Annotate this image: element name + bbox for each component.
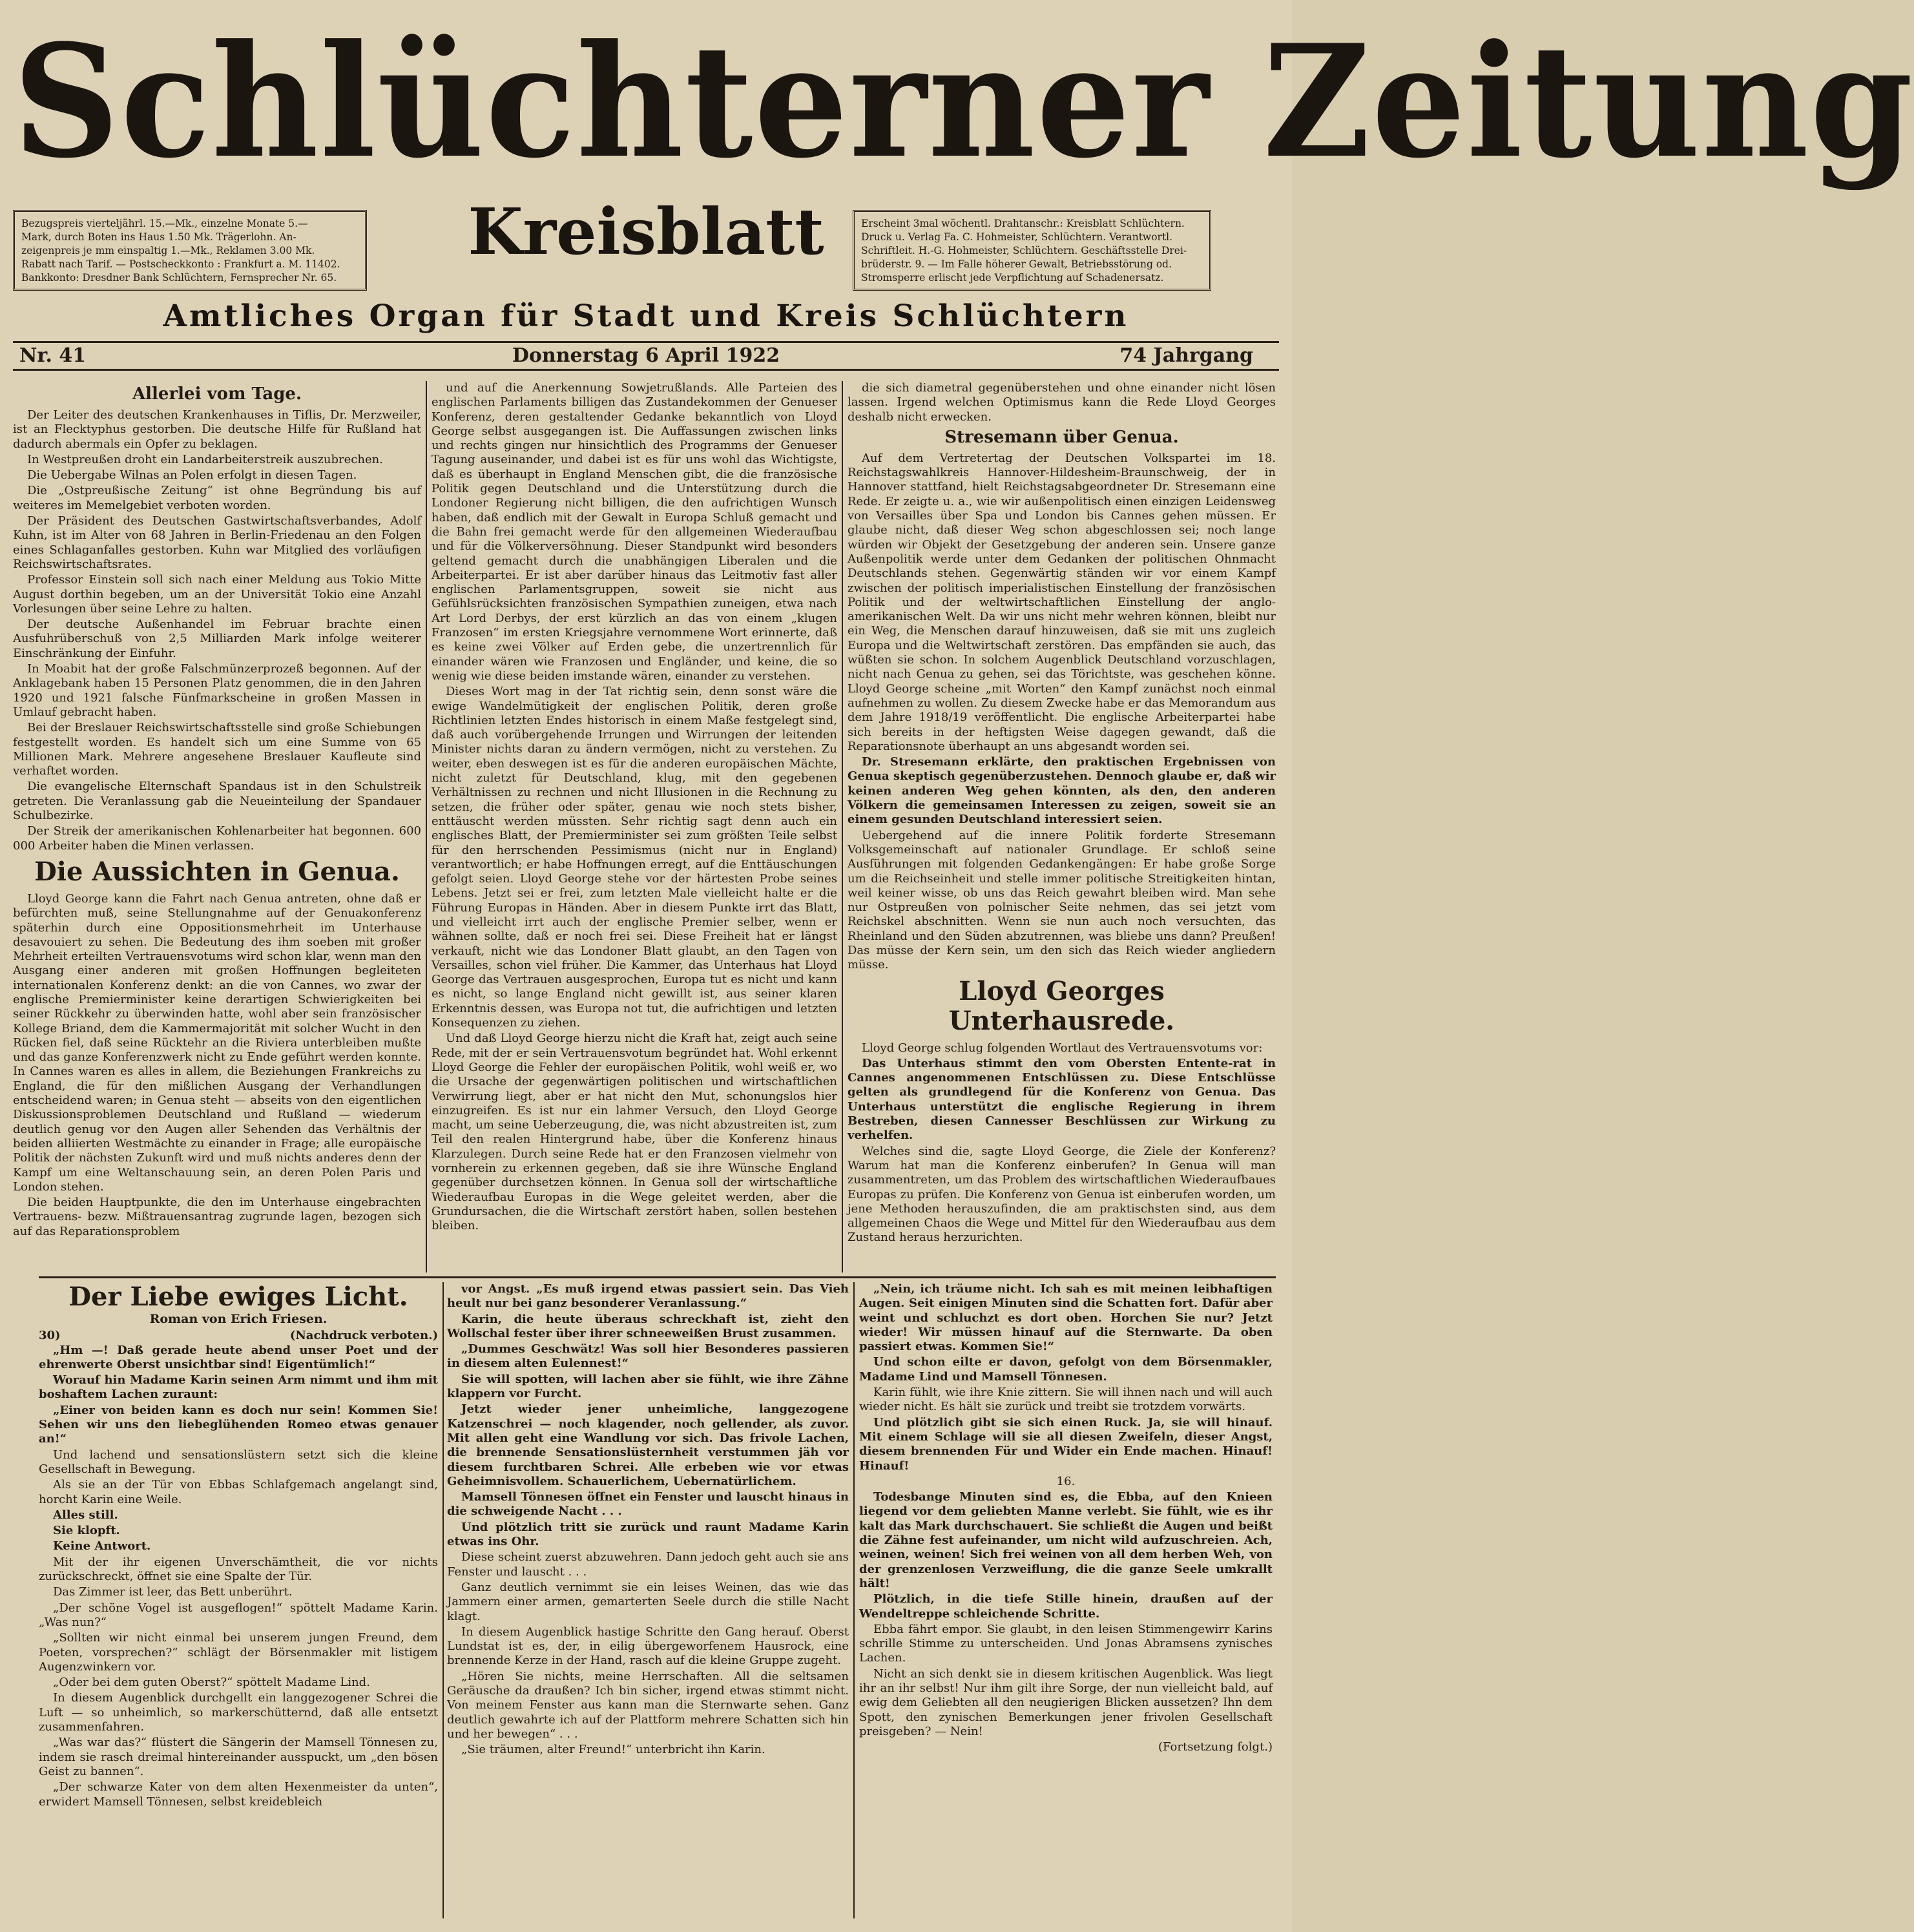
chapter-marker: 16. bbox=[1056, 1474, 1076, 1488]
serial-paragraph: „Oder bei dem guten Oberst?“ spöttelt Madame Lind. bbox=[53, 1676, 370, 1690]
news-item: Die „Ostpreußische Zeitung“ ist ohne Begründung bis auf weiteres im Memelgebiet verboten worden. bbox=[13, 484, 421, 512]
article-paragraph: Lloyd George schlug folgenden Wortlaut des Vertrauensvotums vor: bbox=[862, 1041, 1263, 1055]
serial-paragraph: Und plötzlich gibt sie sich einen Ruck. Ja, sie will hinauf. Mit einem Schlage will sie all diesen Zweifeln, dieser Angst, diesem brennenden Für und Wider ein Ende machen. Hinauf! Hinauf! bbox=[859, 1415, 1273, 1473]
volume-year: 74 Jahrgang bbox=[1119, 344, 1253, 367]
serial-column-1 bbox=[39, 1282, 438, 1918]
serial-paragraph: Ganz deutlich vernimmt sie ein leises Weinen, das wie das Jammern einer armen, gemarterten Seele durch die stille Nacht klagt. bbox=[447, 1580, 849, 1623]
serial-paragraph: „Einer von beiden kann es doch nur sein! Kommen Sie! Sehen wir uns den liebeglühenden Romeo etwas genauer an!“ bbox=[39, 1403, 438, 1446]
serial-paragraph: Alles still. bbox=[53, 1508, 118, 1522]
article-paragraph: Dr. Stresemann erklärte, den praktischen Ergebnissen von Genua skeptisch gegenüberzustehen. Dennoch glaube er, daß wir keinen anderen Weg gehen könnten, als den, den anderen Völkern die gemeinsamen Interessen zu zeigen, soweit sie an einem gesunden Deutschland interessiert seien. bbox=[848, 755, 1276, 827]
serial-paragraph: „Was war das?“ flüstert die Sängerin der Mamsell Tönnesen zu, indem sie rasch dreimal hintereinander ausspuckt, um „den bösen Geist zu bannen“. bbox=[39, 1736, 438, 1778]
serial-paragraph: In diesem Augenblick hastige Schritte den Gang herauf. Oberst Lundstat ist es, der, in eilig übergeworfenem Hausrock, eine brennende Kerze in der Hand, rasch auf die kleine Gruppe zugeht. bbox=[447, 1625, 849, 1668]
column-1 bbox=[13, 381, 421, 1272]
serial-paragraph: Karin fühlt, wie ihre Knie zittern. Sie will ihnen nach und will auch wieder nicht. Es hält sie zurück und treibt sie trotzdem vorwärts. bbox=[859, 1386, 1273, 1414]
publisher-info-box bbox=[853, 210, 1211, 291]
serial-notice-row bbox=[39, 1329, 438, 1343]
serial-paragraph: Sie will spotten, will lachen aber sie fühlt, wie ihre Zähne klappern vor Furcht. bbox=[447, 1372, 849, 1401]
serial-paragraph: vor Angst. „Es muß irgend etwas passiert sein. Das Vieh heult nur bei ganz besonderer Veranlassung.“ bbox=[447, 1282, 849, 1311]
serial-paragraph: „Der schwarze Kater von dem alten Hexenmeister da unten“, erwidert Mamsell Tönnesen, selbst kreidebleich bbox=[39, 1780, 438, 1809]
info-line: zeigenpreis je mm einspaltig 1.—Mk., Reklamen 3.00 Mk. bbox=[21, 245, 315, 256]
reprint-notice: (Nachdruck verboten.) bbox=[289, 1329, 438, 1343]
info-line: Mark, durch Boten ins Haus 1.50 Mk. Trägerlohn. An- bbox=[21, 231, 296, 243]
info-line: Bezugspreis vierteljährl. 15.—Mk., einzelne Monate 5.— bbox=[21, 218, 308, 229]
serial-paragraph: Worauf hin Madame Karin seinen Arm nimmt und ihm mit boshaftem Lachen zuraunt: bbox=[39, 1373, 438, 1402]
info-line: Stromsperre erlischt jede Verpflichtung auf Schadenersatz. bbox=[861, 272, 1164, 284]
article-headline: Die Aussichten in Genua. bbox=[34, 856, 400, 887]
news-item: Die Uebergabe Wilnas an Polen erfolgt in diesen Tagen. bbox=[27, 468, 357, 483]
news-item: Der Streik der amerikanischen Kohlenarbeiter hat begonnen. 600 000 Arbeiter haben die Minen verlassen. bbox=[13, 824, 421, 853]
column-rule bbox=[842, 381, 843, 1272]
serial-paragraph: „Nein, ich träume nicht. Ich sah es mit meinen leibhaftigen Augen. Seit einigen Minuten sind die Schatten fort. Dafür aber weint und schluchzt es dort oben. Horchen Sie nur? Jetzt wieder! Wir müssen hinauf auf die Sternwarte. Da oben passiert etwas. Kommen Sie!“ bbox=[859, 1282, 1273, 1354]
section-heading: Allerlei vom Tage. bbox=[132, 384, 302, 404]
serial-paragraph: In diesem Augenblick durchgellt ein langgezogener Schrei die Luft — so unheimlich, so markerschütternd, daß alle entsetzt zusammenfahren. bbox=[39, 1691, 438, 1734]
info-line: brüderstr. 9. — Im Falle höherer Gewalt, Betriebsstörung od. bbox=[861, 258, 1172, 270]
serial-column-3 bbox=[859, 1282, 1273, 1918]
article-paragraph: Dieses Wort mag in der Tat richtig sein, denn sonst wäre die ewige Wandelmütigkeit der englischen Politik, deren große Richtlinien letzten Endes historisch in einem Maße festgelegt sind, daß auch vorübergehende Irrungen und Wirrungen der leitenden Minister nichts daran zu ändern vermögen, nicht zu verstehen. Zu weiter, eben deswegen ist es für die anderen europäischen Mächte, nicht zuletzt für Deutschland, klug, mit den gegebenen Verhältnissen zu rechnen und nicht Illusionen in die Rechnung zu setzen, die früher oder später, genau wie noch stets bisher, enttäuscht werden müssten. Sehr richtig sagt denn auch ein englisches Blatt, der Premierminister sei zum größten Teile selbst für den herrschenden Pessimismus (nicht nur in England) verantwortlich; er habe Hoffnungen erregt, auf die Enttäuschungen gefolgt seien. Lloyd George stehe vor der härtesten Probe seines Lebens. Jetzt sei er frei, zum letzten Male vielleicht halte er die Führung Europas in Händen. Aber in diesem Punkte irrt das Blatt, und vielleicht irrt auch der englische Premier selber, wenn er wähnen sollte, daß er noch frei sei. Diese Freiheit hat er längst verkauft, nicht wie das Londoner Blatt glaubt, an den Tagen von Versailles, schon viel früher. Die Kammer, das Unterhaus hat Lloyd George das Vertrauen ausgesprochen, Europa tut es nicht und kann es nicht, so lange England nicht gewillt ist, aus seiner klaren Erkenntnis dessen, was Europa not tut, die aufrichtigen und letzten Konsequenzen zu ziehen. bbox=[432, 685, 837, 1030]
serial-paragraph: Mamsell Tönnesen öffnet ein Fenster und lauscht hinaus in die schweigende Nacht . . . bbox=[447, 1490, 849, 1519]
article-paragraph: Uebergehend auf die innere Politik forderte Stresemann Volksgemeinschaft auf nationaler Grundlage. Er schloß seine Ausführungen mit folgenden Gedankengängen: Er habe große Sorge um die Reichseinheit und stelle immer politische Streitigkeiten hintan, weil keiner wisse, ob uns das Reich gewahrt bleiben wird. Man sehe nur Ostpreußen von polnischer Seite nehmen, das sei jetzt vom Reichskel abschnitten. Wenn sie nun auch noch versuchten, das Rheinland und den Süden abzutrennen, was bliebe uns dann? Preußen! Das müsse der Kern sein, um den sich das Reich wieder angliedern müsse. bbox=[848, 828, 1276, 972]
issue-date: Donnerstag 6 April 1922 bbox=[512, 344, 780, 367]
subscription-info-box bbox=[13, 210, 367, 291]
serial-paragraph: Diese scheint zuerst abzuwehren. Dann jedoch geht auch sie ans Fenster und lauscht . . . bbox=[447, 1550, 849, 1579]
article-paragraph: Die beiden Hauptpunkte, die den im Unterhause eingebrachten Vertrauens- bezw. Mißtrauensantrag zugrunde lagen, bezogen sich auf das Reparationsproblem bbox=[13, 1196, 421, 1238]
serial-paragraph: „Sollten wir nicht einmal bei unserem jungen Freund, dem Poeten, vorsprechen?“ schlägt der Börsenmakler mit listigem Augenzwinkern vor. bbox=[39, 1631, 438, 1674]
continuation-note: (Fortsetzung folgt.) bbox=[1158, 1740, 1273, 1754]
serial-paragraph: Sie klopft. bbox=[53, 1524, 120, 1538]
article-headline: Lloyd Georges Unterhausrede. bbox=[948, 975, 1175, 1036]
serial-paragraph: Plötzlich, in die tiefe Stille hinein, draußen auf der Wendeltreppe schleichende Schritte. bbox=[859, 1592, 1273, 1621]
masthead-title: Schlüchterner Zeitung bbox=[13, 10, 1914, 192]
news-item: Der Präsident des Deutschen Gastwirtschaftsverbandes, Adolf Kuhn, ist im Alter von 68 Jahren in Berlin-Friedenau an den Folgen eines Schlaganfalles gestorben. Kuhn war Mitglied des vorläufigen Reichswirtschaftsrates. bbox=[13, 514, 421, 571]
section-heading: Stresemann über Genua. bbox=[944, 427, 1179, 447]
serial-paragraph: Und plötzlich tritt sie zurück und raunt Madame Karin etwas ins Ohr. bbox=[447, 1520, 849, 1549]
serial-paragraph: Und lachend und sensationslüstern setzt sich die kleine Gesellschaft in Bewegung. bbox=[39, 1448, 438, 1476]
serial-paragraph: Todesbange Minuten sind es, die Ebba, auf den Knieen liegend vor dem geliebten Manne verlebt. Sie fühlt, wie es ihr kalt das Mark durchschauert. Sie schließt die Augen und beißt die Zähne fest aufeinander, um nicht wild aufzuschreien. Ach, weinen, weinen! Sich frei weinen von all dem herben Weh, von der grenzenlosen Verzweiflung, die die ganze Seele umkrallt hält! bbox=[859, 1490, 1273, 1590]
serial-paragraph: Und schon eilte er davon, gefolgt von dem Börsenmakler, Madame Lind und Mamsell Tönnesen. bbox=[859, 1355, 1273, 1384]
column-3 bbox=[848, 381, 1276, 1272]
serial-paragraph: Karin, die heute überaus schreckhaft ist, zieht den Wollschal fester über ihrer schneeweißen Brust zusammen. bbox=[447, 1312, 849, 1340]
issue-number: Nr. 41 bbox=[19, 344, 87, 367]
article-paragraph: Lloyd George kann die Fahrt nach Genua antreten, ohne daß er befürchten muß, seine Stellungnahme auf der Genuakonferenz späterhin durch eine Oppositionsmehrheit im Unterhause desavouiert zu sehen. Die Bedeutung des ihm soeben mit großer Mehrheit erteilten Vertrauensvotums wird schon klar, wenn man den Ausgang einer anderen mit großen Hoffnungen begleiteten internationalen Konferenz denkt: an die von Cannes, wo zwar der englische Premierminister keine derartigen Schwierigkeiten bei seiner Rückkehr zu überwinden hatte, wohl aber sein französischer Kollege Briand, dem die Kammermajorität mit solcher Wucht in den Rücken fiel, daß seine Rücktehr an die Riviera unterbleiben mußte und das ganze Konferenzwerk nicht zu Ende geführt werden konnte. In Cannes waren es alles in allem, die Beziehungen Frankreichs zu England, die für den mißlichen Ausgang der Verhandlungen entscheidend waren; in Genua steht — abseits von den eigentlichen Diskussionsproblemen Deutschland und Rußland — wiederum deutlich genug vor den Augen aller Sehenden das Verhältnis der beiden alliierten Westmächte zu einander in Frage; alle europäische Politik der nächsten Zukunft wird und muß nichts anderes denn der Kampf um eine Weltanschauung sein, an deren Polen Paris und London stehen. bbox=[13, 891, 421, 1194]
news-item: In Westpreußen droht ein Landarbeiterstreik auszubrechen. bbox=[27, 452, 383, 466]
serial-title: Der Liebe ewiges Licht. bbox=[68, 1282, 408, 1312]
serial-paragraph: Ebba fährt empor. Sie glaubt, in den leisen Stimmengewirr Karins schrille Stimme zu unterscheiden. Und Jonas Abramsens zynisches Lachen. bbox=[859, 1622, 1273, 1665]
serial-paragraph: Als sie an der Tür von Ebbas Schlafgemach angelangt sind, horcht Karin eine Weile. bbox=[39, 1478, 438, 1506]
serial-paragraph: „Hm —! Daß gerade heute abend unser Poet und der ehrenwerte Oberst unsichtbar sind! Eigentümlich!“ bbox=[39, 1343, 438, 1371]
info-line: Druck u. Verlag Fa. C. Hohmeister, Schlüchtern. Verantwortl. bbox=[861, 231, 1173, 243]
info-line: Rabatt nach Tarif. — Postscheckkonto : Frankfurt a. M. 11402. bbox=[21, 258, 340, 270]
article-paragraph: die sich diametral gegenüberstehen und ohne einander nicht lösen lassen. Irgend welchen Optimismus kann die Rede Lloyd Georges deshalb nicht erwecken. bbox=[848, 381, 1276, 424]
article-paragraph: Und daß Lloyd George hierzu nicht die Kraft hat, zeigt auch seine Rede, mit der er sein Vertrauensvotum begründet hat. Wohl erkennt Lloyd George die Fehler der europäischen Politik, wohl weiß er, wo die Ursache der gegenwärtigen politischen und wirtschaftlichen Verwirrung liegt, aber er hat nicht den Mut, schonungslos hier einzugreifen. Es ist nur ein lahmer Versuch, den Lloyd George macht, um seine Ueberzeugung, die, was nicht abzustreiten ist, zum Teil den realen Hintergrund habe, über die Konferenz hinaus Klarzulegen. Durch seine Rede hat er den Franzosen vielmehr von vornherein zu erkennen gegeben, daß sie ihre Wünsche England gegenüber durchsetzen können. In Genua soll der wirtschaftliche Wiederaufbau Europas in die Wege geleitet werden, aber die Grundursachen, die die Wirtschaft zerstört haben, sollen bestehen bleiben. bbox=[432, 1032, 837, 1233]
serial-paragraph: „Der schöne Vogel ist ausgeflogen!“ spöttelt Madame Karin. „Was nun?“ bbox=[39, 1601, 438, 1629]
serial-paragraph: „Dummes Geschwätz! Was soll hier Besonderes passieren in diesem alten Eulennest!“ bbox=[447, 1342, 849, 1371]
news-item: Professor Einstein soll sich nach einer Meldung aus Tokio Mitte August dorthin begeben, um an der Universität Tokio eine Anzahl Vorlesungen über seine Lehre zu halten. bbox=[13, 573, 421, 616]
serial-paragraph: „Hören Sie nichts, meine Herrschaften. All die seltsamen Geräusche da draußen? Ich bin sicher, irgend etwas stimmt nicht. Von meinem Fenster aus kann man die Sternwarte sehen. Ganz deutlich gewahrte ich auf der Plattform mehrere Schatten sich hin und her bewegen“ . . . bbox=[447, 1669, 849, 1741]
info-line: Erscheint 3mal wöchentl. Drahtanschr.: Kreisblatt Schlüchtern. bbox=[861, 218, 1185, 229]
dateline bbox=[13, 341, 1279, 371]
article-paragraph: Das Unterhaus stimmt den vom Obersten Entente-rat in Cannes angenommenen Entschlüssen zu. Diese Entschlüsse gelten als grundlegend für die Konferenz von Genua. Das Unterhaus unterstützt die englische Regierung in ihrem Bestreben, diesen Cannesser Beschlüssen zur Wirkung zu verhelfen. bbox=[848, 1056, 1276, 1143]
article-paragraph: Auf dem Vertretertag der Deutschen Volkspartei im 18. Reichstagswahlkreis Hannover-Hildesheim-Braunschweig, der in Hannover stattfand, hielt Reichstagsabgeordneter Dr. Stresemann eine Rede. Er zeigte u. a., wie wir außenpolitisch einen einzigen Leidensweg von Versailles über Spa und London bis Cannes gehen müssen. Er glaube nicht, daß dieser Weg schon abgeschlossen sei; noch lange würden wir Objekt der Gesetzgebung der anderen sein. Unsere ganze Außenpolitik werde unter dem Gedanken der politischen Ohnmacht Deutschlands stehen. Gegenwärtig ständen wir vor einem Kampf zwischen der politisch imperialistischen Einstellung der französischen Politik und der weltwirtschaftlichen Einstellung der anglo-amerikanischen Welt. Da wir uns nicht mehr wehren können, bleibt nur ein Weg, die Menschen darauf hinzuweisen, daß sie mit uns zugleich Europa und die Weltwirtschaft zerstören. Das empfänden sie auch, das wüßten sie schon. In solchem Augenblick Deutschland vorzuschlagen, nicht nach Genua zu gehen, sei das Törichtste, was geschehen könne. Lloyd George scheine „mit Worten“ den Kampf zunächst noch einmal aufnehmen zu wollen. Zu diesem Zwecke habe er das Memorandum aus dem Jahre 1918/19 veröffentlicht. Die englische Arbeiterpartei habe sich bereits in der heftigsten Weise dagegen gewandt, daß die Reparationsnote überhaupt an uns abgesandt worden sei. bbox=[848, 451, 1276, 753]
article-paragraph: Welches sind die, sagte Lloyd George, die Ziele der Konferenz? Warum hat man die Konferenz einberufen? In Genua will man zusammentreten, um das Problem des wirtschaftlichen Wiederaufbaues Europas zu prüfen. Die Konferenz von Genua ist einberufen worden, um jene Methoden herauszufinden, die am praktischsten sind, aus dem allgemeinen Chaos die Wege und Mittel für den Wiederaufbau aus dem Zustand heraus herzurichten. bbox=[848, 1144, 1276, 1245]
news-item: In Moabit hat der große Falschmünzerprozeß begonnen. Auf der Anklagebank haben 15 Personen Platz genommen, die in den Jahren 1920 und 1921 falsche Fünfmarkscheine in großen Massen in Umlauf gebracht haben. bbox=[13, 662, 421, 719]
serial-paragraph: Mit der ihr eigenen Unverschämtheit, die vor nichts zurückschreckt, öffnet sie eine Spalte der Tür. bbox=[39, 1555, 438, 1584]
masthead-subtitle: Kreisblatt bbox=[468, 195, 824, 269]
chapter-number: 30) bbox=[39, 1329, 61, 1343]
column-rule bbox=[853, 1282, 855, 1918]
serial-paragraph: Jetzt wieder jener unheimliche, langgezogene Katzenschrei — noch klagender, noch gellender, als zuvor. Mit allen geht eine Wandlung vor sich. Das frivole Lachen, die brennende Sensationslüsternheit verstummen jäh vor diesem furchtbaren Schrei. Alle erbeben wie vor etwas Geheimnisvollem. Schauerlichem, Uebernatürlichem. bbox=[447, 1402, 849, 1488]
info-line: Bankkonto: Dresdner Bank Schlüchtern, Fernsprecher Nr. 65. bbox=[21, 272, 337, 284]
column-2 bbox=[432, 381, 837, 1272]
column-rule bbox=[426, 381, 427, 1272]
serial-paragraph: „Sie träumen, alter Freund!“ unterbricht ihn Karin. bbox=[461, 1743, 765, 1757]
news-item: Der deutsche Außenhandel im Februar brachte einen Ausfuhrüberschuß von 2,5 Milliarden Mark infolge weiterer Einschränkung der Einfuhr. bbox=[13, 618, 421, 660]
info-line: Schriftleit. H.-G. Hohmeister, Schlüchtern. Geschäftsstelle Drei- bbox=[861, 245, 1187, 256]
serial-byline: Roman von Erich Friesen. bbox=[149, 1312, 328, 1326]
feuilleton-rule bbox=[39, 1276, 1276, 1278]
news-item: Bei der Breslauer Reichswirtschaftsstelle sind große Schiebungen festgestellt worden. Es handelt sich um eine Summe von 65 Millionen Mark. Mehrere angesehene Breslauer Kaufleute sind verhaftet worden. bbox=[13, 721, 421, 778]
serial-column-2 bbox=[447, 1282, 849, 1918]
serial-paragraph: Das Zimmer ist leer, das Bett unberührt. bbox=[53, 1585, 293, 1599]
serial-paragraph: Keine Antwort. bbox=[53, 1539, 151, 1553]
news-item: Die evangelische Elternschaft Spandaus ist in den Schulstreik getreten. Die Veranlassung gab die Neueinteilung der Spandauer Schulbezirke. bbox=[13, 780, 421, 823]
news-item: Der Leiter des deutschen Krankenhauses in Tiflis, Dr. Merzweiler, ist an Flecktyphus gestorben. Die deutsche Hilfe für Rußland hat dadurch abermals ein Opfer zu beklagen. bbox=[13, 408, 421, 451]
article-paragraph: und auf die Anerkennung Sowjetrußlands. Alle Parteien des englischen Parlaments billigen das Zustandekommen der Genueser Konferenz, deren gestaltender Gedanke bekanntlich von Lloyd George selbst ausgegangen ist. Die Auffassungen zwischen links und rechts gingen nur hinsichtlich des Programms der Genueser Tagung auseinander, und dabei ist es für uns wohl das Wichtigste, daß es überhaupt in England Menschen gibt, die die französische Politik gegen Deutschland und die Unterstützung durch die Londoner Regierung nicht billigen, die den aufrichtigen Wunsch haben, daß endlich mit der Gewalt in Europa Schluß gemacht und die Bahn frei gemacht werde für den allgemeinen Wiederaufbau und für die Völkerversöhnung. Dieser Standpunkt wird besonders geltend gemacht durch die unabhängigen Liberalen und die Arbeiterpartei. Er ist aber darüber hinaus das Leitmotiv fast aller englischen Parlamentsgruppen, soweit sie nicht aus Gefühlsrücksichten französischen Sympathien zuneigen, etwa nach Art Lord Derbys, der erst kürzlich an das von einem „klugen Franzosen“ im ersten Kriegsjahre vernommene Wort erinnerte, daß es keine zwei Völker auf Erden gebe, die unzertrennlich für einander wären wie Franzosen und Engländer, und keine, die so wenig wie diese beiden imstande wären, einander zu verstehen. bbox=[432, 381, 837, 683]
organ-line: Amtliches Organ für Stadt und Kreis Schlüchtern bbox=[163, 298, 1129, 334]
serial-paragraph: Nicht an sich denkt sie in diesem kritischen Augenblick. Was liegt ihr an ihr selbst! Nur ihm gilt ihre Sorge, der nun vielleicht bald, auf ewig dem Geliebten all den neugierigen Blicken aussetzen? Ihn dem Spott, den zynischen Bemerkungen jener frivolen Gesellschaft preisgeben? — Nein! bbox=[859, 1667, 1273, 1738]
column-rule bbox=[442, 1282, 444, 1918]
